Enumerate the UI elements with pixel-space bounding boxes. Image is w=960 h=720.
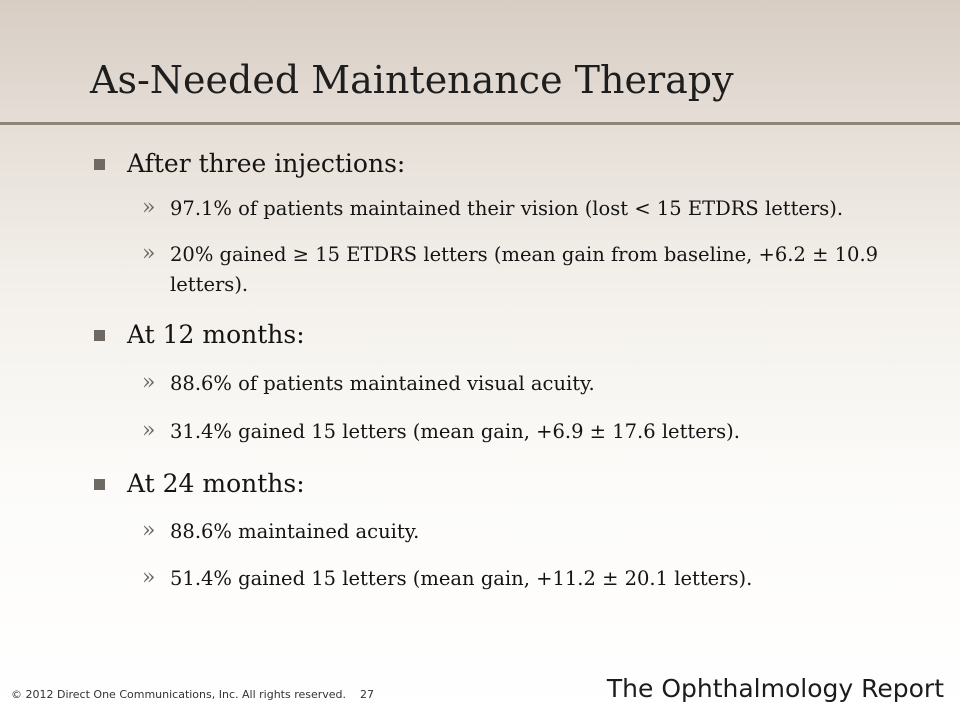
sub-bullet-text: 20% gained ≥ 15 ETDRS letters (mean gain from baseline, +6.2 ± 10.9 letters).	[170, 243, 879, 296]
square-bullet-icon	[94, 479, 105, 490]
chevron-bullet-icon: »	[142, 241, 156, 266]
section-heading-text: At 24 months:	[127, 469, 305, 498]
chevron-bullet-icon: »	[142, 565, 156, 590]
section-heading-text: After three injections:	[127, 149, 406, 178]
sub-bullet	[94, 194, 894, 224]
chevron-bullet-icon: »	[142, 195, 156, 220]
brand-logo: The Ophthalmology Report	[606, 674, 944, 703]
sub-bullet-text: 97.1% of patients maintained their vision (lost < 15 ETDRS letters).	[170, 197, 844, 220]
square-bullet-icon	[94, 330, 105, 341]
chevron-bullet-icon: »	[142, 518, 156, 543]
section-heading-text: At 12 months:	[127, 320, 305, 349]
section-heading	[94, 148, 894, 180]
chevron-bullet-icon: »	[142, 370, 156, 395]
slide-title: As-Needed Maintenance Therapy	[90, 58, 734, 102]
sub-bullet	[94, 417, 894, 447]
title-divider	[0, 122, 960, 125]
sub-bullet	[94, 240, 894, 300]
square-bullet-icon	[94, 159, 105, 170]
copyright-text: © 2012 Direct One Communications, Inc. All rights reserved.	[11, 688, 347, 701]
page-number: 27	[360, 688, 375, 701]
sub-bullet-text: 88.6% of patients maintained visual acuity.	[170, 372, 595, 395]
section-heading	[94, 319, 894, 351]
sub-bullet	[94, 369, 894, 399]
sub-bullet-text: 88.6% maintained acuity.	[170, 520, 420, 543]
sub-bullet-text: 51.4% gained 15 letters (mean gain, +11.2 ± 20.1 letters).	[170, 567, 753, 590]
slide-body	[94, 148, 894, 594]
sub-bullet	[94, 517, 894, 547]
section-heading	[94, 468, 894, 500]
footer-copyright	[11, 688, 374, 701]
sub-bullet-text: 31.4% gained 15 letters (mean gain, +6.9 ± 17.6 letters).	[170, 420, 740, 443]
chevron-bullet-icon: »	[142, 418, 156, 443]
sub-bullet	[94, 564, 894, 594]
